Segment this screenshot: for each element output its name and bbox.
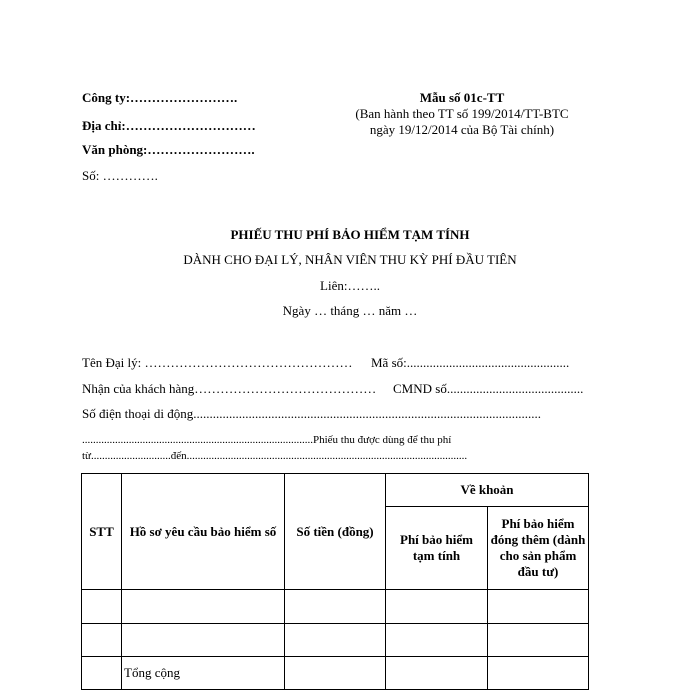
table-cell — [82, 590, 122, 624]
received-from-field: Nhận của khách hàng…………………………………… — [82, 381, 377, 396]
col-extra-line-2: đóng thêm (dành — [490, 532, 586, 547]
code-field: Mã số:.................................................. — [371, 355, 570, 370]
table-row — [82, 624, 589, 657]
table-cell — [82, 657, 122, 690]
usage-line-2: từ.............................đến...................................................................................................... — [82, 450, 468, 462]
table-cell — [488, 624, 589, 657]
copy-number: Liên:…….. — [320, 278, 380, 293]
col-extra-line-3: cho sản phẩm — [499, 548, 577, 563]
col-provisional-line-2: tạm tính — [412, 548, 461, 563]
table-total-row — [82, 657, 589, 690]
col-extra-line-1: Phí bảo hiểm — [501, 516, 575, 531]
total-label: Tổng cộng — [122, 657, 285, 690]
number-field: Số: …………. — [82, 168, 158, 183]
company-field: Công ty:……………………. — [82, 90, 238, 105]
table-cell — [122, 590, 285, 624]
col-extra-header — [488, 507, 589, 590]
office-field: Văn phòng:……………………. — [82, 142, 255, 157]
fee-table — [81, 473, 589, 690]
id-card-field: CMND số.......................................... — [393, 381, 584, 396]
table-cell — [285, 657, 386, 690]
col-stt-header: STT — [82, 474, 122, 590]
table-cell — [386, 624, 488, 657]
col-provisional-line-1: Phí bảo hiểm — [400, 532, 473, 547]
form-number: Mẫu số 01c-TT — [419, 90, 505, 105]
table-cell — [386, 590, 488, 624]
col-extra-line-4: đầu tư) — [517, 564, 559, 579]
usage-line-1: ....................................................................................Phiếu thu được dùng để thu phí — [82, 434, 452, 446]
table-cell — [488, 657, 589, 690]
document-title: PHIẾU THU PHÍ BẢO HIỂM TẠM TÍNH — [230, 227, 470, 242]
document-subtitle: DÀNH CHO ĐẠI LÝ, NHÂN VIÊN THU KỲ PHÍ ĐẦU TIÊN — [183, 252, 517, 267]
col-amount-header: Số tiền (đồng) — [285, 474, 386, 590]
table-cell — [488, 590, 589, 624]
agent-name-field: Tên Đại lý: ………………………………………… — [82, 355, 353, 370]
table-cell — [122, 624, 285, 657]
phone-field: Số điện thoại di động........................................................................................................... — [82, 406, 541, 421]
col-dossier-header: Hồ sơ yêu cầu bảo hiểm số — [122, 474, 285, 590]
table-row — [82, 590, 589, 624]
issued-date: ngày 19/12/2014 của Bộ Tài chính) — [369, 122, 555, 137]
address-field: Địa chỉ:………………………… — [82, 118, 256, 133]
table-cell — [386, 657, 488, 690]
col-items-header: Về khoản — [386, 474, 589, 507]
table-cell — [285, 590, 386, 624]
col-provisional-header — [386, 507, 488, 590]
issued-by: (Ban hành theo TT số 199/2014/TT-BTC — [355, 106, 569, 121]
table-cell — [82, 624, 122, 657]
table-cell — [285, 624, 386, 657]
document-date: Ngày … tháng … năm … — [282, 303, 418, 318]
